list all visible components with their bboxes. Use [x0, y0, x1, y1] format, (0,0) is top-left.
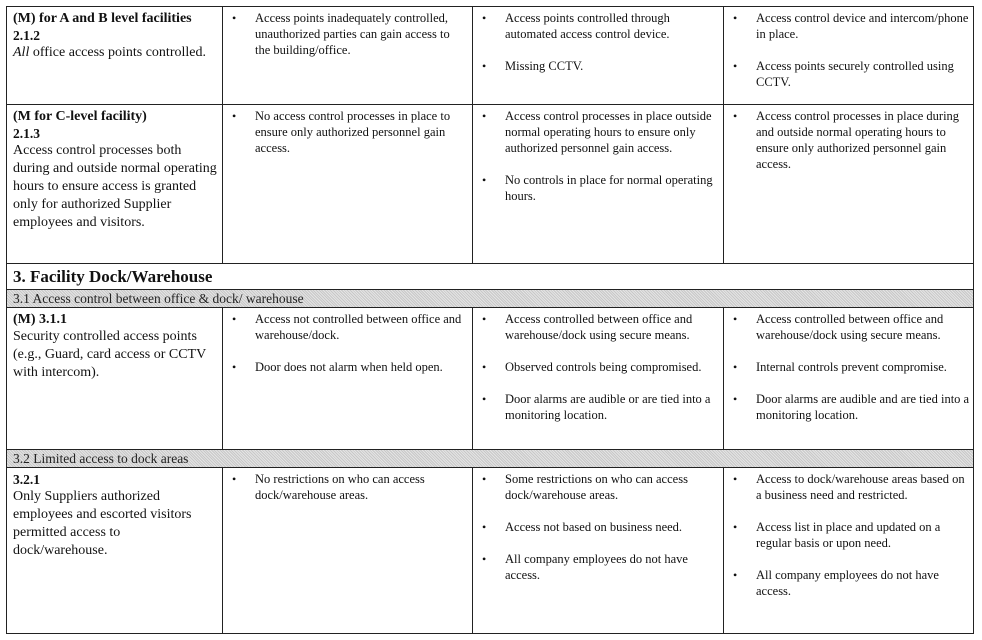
table-row [7, 105, 973, 264]
list-item: • Door alarms are audible and are tied into a monitoring location. [730, 391, 970, 423]
subsection-heading: 3.2 Limited access to dock areas [13, 451, 189, 466]
list-item: • Access control device and intercom/phone in place. [730, 10, 970, 42]
list-item: • Access points securely controlled using CCTV. [730, 58, 970, 90]
subsection-heading: 3.1 Access control between office & dock/ warehouse [13, 291, 304, 306]
requirement-cell [7, 7, 223, 104]
list-item: • Observed controls being compromised. [479, 359, 718, 375]
subsection-row [7, 290, 973, 308]
requirement-title: (M) 3.1.1 [13, 312, 68, 327]
list-item: • All company employees do not have access. [730, 567, 970, 599]
section-heading: 3. Facility Dock/Warehouse [13, 267, 213, 286]
finding-cell-partial [473, 468, 724, 634]
section-row [7, 264, 973, 290]
list-item: • Access not based on business need. [479, 519, 718, 535]
finding-cell-partial [473, 308, 724, 449]
list-item: • Access controlled between office and warehouse/dock using secure means. [730, 311, 970, 343]
description-text: office access points controlled. [29, 45, 206, 60]
requirement-description: Only Suppliers authorized employees and escorted visitors permitted access to dock/warehouse. [13, 489, 192, 558]
table-row [7, 468, 973, 634]
list-item: • Internal controls prevent compromise. [730, 359, 970, 375]
list-item: • Access controlled between office and warehouse/dock using secure means. [479, 311, 718, 343]
list-item: • Access to dock/warehouse areas based on a business need and restricted. [730, 471, 970, 503]
requirement-id: 2.1.2 [13, 28, 40, 43]
list-item: • Access points controlled through automated access control device. [479, 10, 718, 42]
list-item: • Access points inadequately controlled, unauthorized parties can gain access to the building/office. [229, 10, 467, 58]
list-item: • Access not controlled between office and warehouse/dock. [229, 311, 467, 343]
emphasis-text: All [13, 45, 30, 60]
list-item: • Missing CCTV. [479, 58, 718, 74]
requirement-description: Security controlled access points (e.g., Guard, card access or CCTV with intercom). [13, 329, 206, 380]
list-item: • Access list in place and updated on a regular basis or upon need. [730, 519, 970, 551]
finding-cell-good [724, 308, 974, 449]
list-item: • No access control processes in place to ensure only authorized personnel gain access. [229, 108, 467, 156]
list-item: • No restrictions on who can access dock/warehouse areas. [229, 471, 467, 503]
subsection-row [7, 450, 973, 468]
table-row [7, 308, 973, 450]
assessment-table [6, 6, 974, 634]
finding-cell-poor [223, 105, 473, 263]
requirement-cell [7, 308, 223, 449]
list-item: • Access control processes in place outside normal operating hours to ensure only authorized personnel gain access. [479, 108, 718, 156]
requirement-cell [7, 105, 223, 263]
requirement-title: (M for C-level facility) [13, 109, 147, 124]
finding-cell-good [724, 105, 974, 263]
table-row [7, 7, 973, 105]
list-item: • All company employees do not have access. [479, 551, 718, 583]
finding-cell-poor [223, 308, 473, 449]
list-item: • Door does not alarm when held open. [229, 359, 467, 375]
finding-cell-partial [473, 7, 724, 104]
requirement-description [13, 44, 217, 62]
requirement-id: 2.1.3 [13, 126, 40, 141]
finding-cell-good [724, 7, 974, 104]
requirement-id: 3.2.1 [13, 472, 40, 487]
requirement-title: (M) for A and B level facilities [13, 11, 192, 26]
finding-cell-good [724, 468, 974, 634]
list-item: • Some restrictions on who can access dock/warehouse areas. [479, 471, 718, 503]
list-item: • No controls in place for normal operating hours. [479, 172, 718, 204]
requirement-cell [7, 468, 223, 634]
requirement-description: Access control processes both during and outside normal operating hours to ensure access is granted only for authorized Supplier employees and visitors. [13, 143, 217, 230]
finding-cell-poor [223, 468, 473, 634]
finding-cell-partial [473, 105, 724, 263]
finding-cell-poor [223, 7, 473, 104]
list-item: • Door alarms are audible or are tied into a monitoring location. [479, 391, 718, 423]
list-item: • Access control processes in place during and outside normal operating hours to ensure only authorized personnel gain access. [730, 108, 970, 172]
